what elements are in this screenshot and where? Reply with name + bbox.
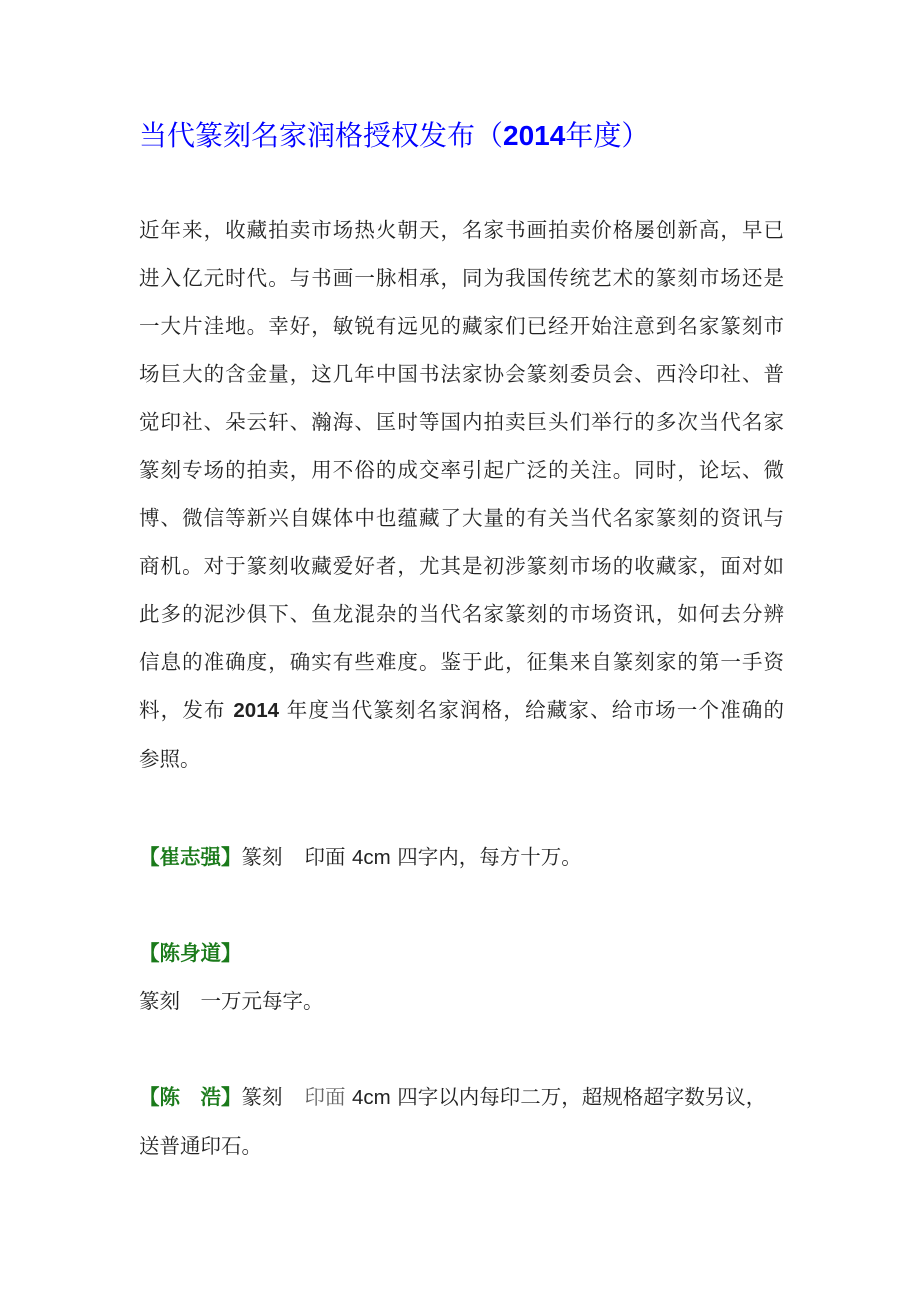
entry-category: 篆刻 (241, 845, 283, 869)
intro-line: 觉印社、朵云轩、瀚海、匡时等国内拍卖巨头们举行的多次当代名家 (139, 410, 784, 434)
entry-text: 四字内，每方十万。 (390, 845, 582, 869)
entry-chen-hao (139, 1073, 784, 1170)
entry-line (139, 833, 784, 882)
entry-size: 4cm (352, 846, 391, 869)
entry-text-line2: 送普通印石。 (139, 1134, 262, 1158)
title-suffix: 年度） (565, 119, 650, 152)
intro-line11-suffix: 年度当代篆刻名家润格，给藏家、给市场一个准确的 (279, 698, 784, 722)
intro-line: 参照。 (139, 747, 201, 771)
entry-category: 篆刻 (241, 1085, 283, 1109)
intro-line: 信息的准确度，确实有些难度。鉴于此，征集来自篆刻家的第一手资 (139, 650, 784, 674)
entry-size: 4cm (352, 1086, 391, 1109)
entry-text: 印面 (304, 1085, 353, 1109)
intro-line: 近年来，收藏拍卖市场热火朝天，名家书画拍卖价格屡创新高，早已 (139, 218, 784, 242)
entry-text: 四字以内每印二万，超规格超字数另议， (390, 1085, 767, 1109)
entry-text: 印面 (304, 845, 353, 869)
intro-line: 此多的泥沙俱下、鱼龙混杂的当代名家篆刻的市场资讯，如何去分辨 (139, 602, 784, 626)
intro-line11-prefix: 料，发布 (139, 698, 234, 722)
intro-line: 篆刻专场的拍卖，用不俗的成交率引起广泛的关注。同时，论坛、微 (139, 458, 784, 482)
intro-line11-year: 2014 (233, 699, 279, 722)
document-title (139, 112, 839, 160)
intro-line (139, 686, 784, 735)
intro-line: 一大片洼地。幸好，敏锐有远见的藏家们已经开始注意到名家篆刻市 (139, 314, 784, 338)
entry-name: 【崔志强】 (139, 845, 242, 869)
intro-paragraph (139, 206, 784, 783)
entry-name-line (139, 929, 784, 977)
entry-name: 【陈 浩】 (139, 1085, 242, 1109)
entry-text: 篆刻 一万元每字。 (139, 989, 324, 1013)
intro-line: 商机。对于篆刻收藏爱好者，尤其是初涉篆刻市场的收藏家，面对如 (139, 554, 784, 578)
intro-line: 进入亿元时代。与书画一脉相承，同为我国传统艺术的篆刻市场还是 (139, 266, 784, 290)
title-year: 2014 (503, 120, 566, 151)
title-prefix: 当代篆刻名家润格授权发布（ (139, 119, 504, 152)
entry-cui-zhiqiang (139, 833, 784, 882)
intro-line: 场巨大的含金量，这几年中国书法家协会篆刻委员会、西泠印社、普 (139, 362, 784, 386)
entry-chen-shendao (139, 929, 784, 1025)
entry-name: 【陈身道】 (139, 941, 242, 965)
intro-line: 博、微信等新兴自媒体中也蕴藏了大量的有关当代名家篆刻的资讯与 (139, 506, 784, 530)
entry-line (139, 1073, 784, 1122)
